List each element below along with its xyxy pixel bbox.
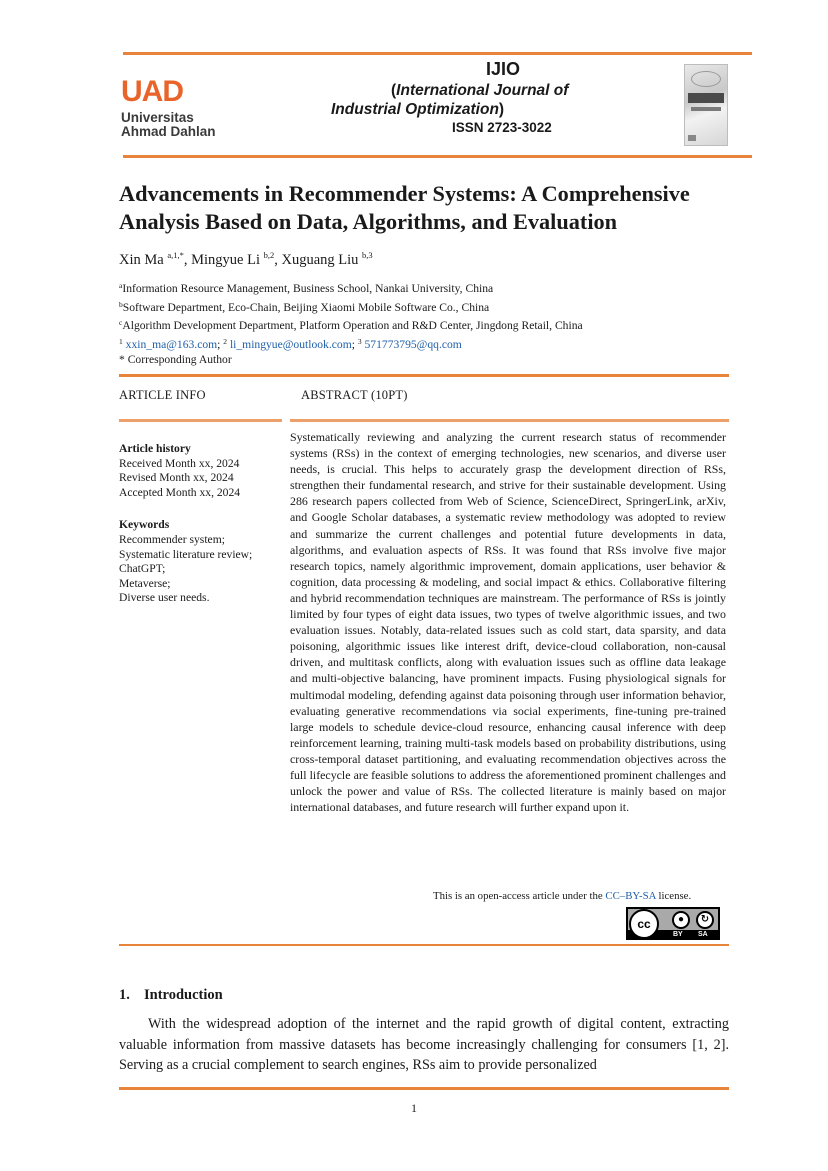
email-link[interactable]: li_mingyue@outlook.com — [229, 337, 352, 351]
badge-sa-label: SA — [698, 931, 708, 938]
email-link[interactable]: 571773795@qq.com — [364, 337, 462, 351]
corresponding-author-note: * Corresponding Author — [119, 353, 232, 367]
affiliation-line: $^a$Information Resource Management, Business School, Nankai University, China — [119, 281, 494, 295]
keyword-item: Systematic literature review; — [119, 547, 253, 561]
section-heading-introduction — [119, 987, 223, 1004]
journal-name-line-1: International Journal of — [396, 82, 569, 99]
info-rule-right — [290, 419, 729, 422]
affiliation-line: $^c$Algorithm Development Department, Platform Operation and R&D Center, Jingdong Retail, China — [119, 318, 583, 333]
university-logo — [121, 77, 241, 139]
journal-name-line-2: Industrial Optimization — [331, 101, 499, 118]
keyword-item: Recommender system; — [119, 532, 225, 546]
keyword-list — [119, 533, 279, 606]
abstract-bottom-rule — [119, 944, 729, 946]
author-affiliation-marker: b,2 — [263, 250, 275, 260]
section-number: 1. — [119, 987, 130, 1003]
author-name: Xuguang Liu — [281, 252, 363, 268]
logo-line-2: Ahmad Dahlan — [121, 124, 216, 139]
section-title: Introduction — [144, 987, 223, 1003]
abstract-label: ABSTRACT (10PT) — [301, 388, 408, 402]
email-link[interactable]: xxin_ma@163.com — [125, 337, 218, 351]
author-name: Mingyue Li — [191, 252, 264, 268]
license-note: This is an open-access article under the CC–BY-SA license. — [433, 890, 692, 902]
introduction-paragraph: With the widespread adoption of the internet and the rapid growth of digital content, extracting valuable information from massive datasets has become increasingly challenging for consumers [1, 2]. Serving as a crucial complement to search engines, RSs aim to provide personalized — [119, 1016, 729, 1073]
cc-by-sa-badge[interactable] — [626, 907, 720, 940]
attribution-icon: ● — [672, 911, 690, 929]
accepted-date: Accepted Month xx, 2024 — [119, 485, 241, 499]
email-line: $^1$ xxin_ma@163.com; $^2$ li_mingyue@outlook.com; $^3$ 571773795@qq.com — [119, 336, 462, 351]
issn: ISSN 2723-3022 — [452, 120, 552, 135]
affiliation-line: $^b$Software Department, Eco-Chain, Beijing Xiaomi Mobile Software Co., China — [119, 299, 490, 314]
article-info-sidebar — [119, 442, 279, 606]
logo-mark: UAD — [121, 75, 183, 108]
keyword-item: ChatGPT; — [119, 562, 166, 576]
abstract-text: Systematically reviewing and analyzing the current research status of recommender systems (RSs) in the context of emerging technologies, new scenarios, and diverse user needs, is crucial. This helps to accurately grasp the development direction of RSs, strengthen their fundamental research, and strive for their sustainable development. Using 286 research papers collected from Web of Science, ScienceDirect, SpringerLink, arXiv, and Google Scholar databases, a systematic review methodology was adopted to review and summarize the current challenges and potential future developments in data, algorithms, and evaluation aspects of RSs. It was found that RSs involve five major research topics, namely algorithmic improvement, domain applications, user behavior & cognition, data processing & modeling, and social impact & ethics. Collaborative filtering and hybrid recommendation techniques are mainstream. The performance of RSs is jointly limited by four types of eight data issues, two types of twelve algorithmic issues, and two evaluation issues. Notably, data-related issues such as cold start, data sparsity, and data poisoning, algorithmic issues like interest drift, device-cloud collaboration, non-causal driven, and multitask conflicts, along with evaluation issues such as offline data leakage and multi-objective balancing, have prominent impacts. Fusing physiological signals for multimodal modeling, defending against data poisoning through user information behavior, evaluating generative recommendations via social experiments, fine-tuning pre-trained large models to schedule device-cloud resource, enhancing causal inference with deep reinforcement learning, training multi-task models based on probability distributions, using cross-temporal dataset partitioning, and evaluating recommendation objectives across the full lifecycle are feasible solutions to address the aforementioned prominent challenges and unlock the power and value of RSs. The collected literature is mainly based on major international databases, and future research will further expand upon it. — [290, 430, 726, 815]
revised-date: Revised Month xx, 2024 — [119, 471, 234, 485]
share-alike-icon: ↻ — [696, 911, 714, 929]
article-history-heading: Article history — [119, 442, 191, 455]
journal-code: IJIO — [486, 59, 521, 79]
license-link[interactable]: CC–BY-SA — [605, 890, 656, 902]
keyword-item: Diverse user needs. — [119, 591, 210, 605]
keyword-item: Metaverse; — [119, 576, 171, 590]
affiliations — [119, 278, 583, 368]
page-number: 1 — [411, 1101, 417, 1115]
info-rule-left — [119, 419, 282, 422]
author-name: Xin Ma — [119, 252, 168, 268]
journal-cover-thumbnail — [684, 64, 728, 146]
creative-commons-icon: cc — [629, 909, 659, 939]
received-date: Received Month xx, 2024 — [119, 456, 240, 470]
footer-rule — [119, 1087, 729, 1090]
logo-line-1: Universitas — [121, 110, 194, 125]
author-list: Xin Ma $^{a,1,*}$, Mingyue Li $^{b,2}$, Xuguang Liu $^{b,3}$ — [119, 250, 373, 268]
info-top-rule — [119, 374, 729, 377]
author-affiliation-marker: b,3 — [362, 250, 373, 260]
journal-name: (International Journal of Industrial Optimization) — [331, 82, 569, 118]
paper-title: Advancements in Recommender Systems: A Comprehensive Analysis Based on Data, Algorithms, and Evaluation — [119, 181, 690, 234]
article-info-label: ARTICLE INFO — [119, 388, 206, 402]
author-affiliation-marker: a,1,* — [167, 250, 184, 260]
badge-by-label: BY — [673, 931, 683, 938]
header-top-rule — [123, 52, 752, 55]
header-bottom-rule — [123, 155, 752, 158]
keywords-heading: Keywords — [119, 518, 170, 532]
